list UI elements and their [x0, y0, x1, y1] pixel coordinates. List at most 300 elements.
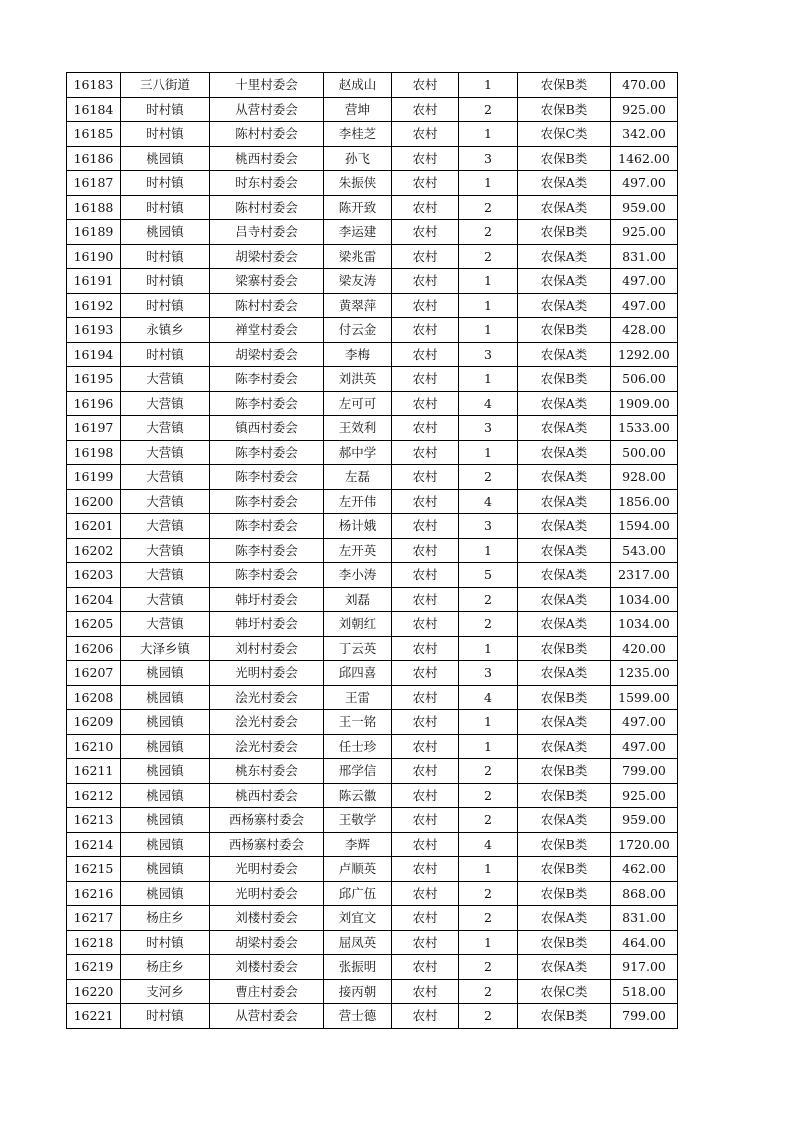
insurance-category-cell: 农保A类: [518, 808, 611, 833]
person-name-cell: 刘朝红: [324, 612, 392, 637]
village-committee-cell: 胡梁村委会: [210, 930, 324, 955]
household-size-cell: 2: [459, 244, 518, 269]
household-size-cell: 1: [459, 930, 518, 955]
village-committee-cell: 陈李村委会: [210, 489, 324, 514]
area-type-cell: 农村: [392, 979, 459, 1004]
person-name-cell: 付云金: [324, 318, 392, 343]
insurance-category-cell: 农保A类: [518, 489, 611, 514]
person-name-cell: 营坤: [324, 97, 392, 122]
table-row: [67, 808, 678, 833]
amount-cell: 799.00: [611, 1004, 678, 1029]
village-committee-cell: 陈村村委会: [210, 122, 324, 147]
person-name-cell: 营士德: [324, 1004, 392, 1029]
village-committee-cell: 浍光村委会: [210, 685, 324, 710]
amount-cell: 497.00: [611, 171, 678, 196]
record-id-cell: 16200: [67, 489, 121, 514]
area-type-cell: 农村: [392, 955, 459, 980]
town-cell: 杨庄乡: [121, 955, 210, 980]
amount-cell: 543.00: [611, 538, 678, 563]
insurance-category-cell: 农保B类: [518, 1004, 611, 1029]
village-committee-cell: 刘楼村委会: [210, 955, 324, 980]
area-type-cell: 农村: [392, 734, 459, 759]
town-cell: 大营镇: [121, 489, 210, 514]
household-size-cell: 2: [459, 195, 518, 220]
amount-cell: 1909.00: [611, 391, 678, 416]
area-type-cell: 农村: [392, 808, 459, 833]
person-name-cell: 邱四喜: [324, 661, 392, 686]
insurance-category-cell: 农保B类: [518, 636, 611, 661]
town-cell: 时村镇: [121, 244, 210, 269]
table-row: [67, 171, 678, 196]
household-size-cell: 2: [459, 783, 518, 808]
record-id-cell: 16185: [67, 122, 121, 147]
area-type-cell: 农村: [392, 391, 459, 416]
area-type-cell: 农村: [392, 587, 459, 612]
insurance-category-cell: 农保A类: [518, 465, 611, 490]
town-cell: 大营镇: [121, 538, 210, 563]
area-type-cell: 农村: [392, 930, 459, 955]
area-type-cell: 农村: [392, 881, 459, 906]
town-cell: 大营镇: [121, 587, 210, 612]
person-name-cell: 梁友涛: [324, 269, 392, 294]
table-row: [67, 906, 678, 931]
insurance-category-cell: 农保A类: [518, 734, 611, 759]
record-id-cell: 16191: [67, 269, 121, 294]
village-committee-cell: 浍光村委会: [210, 710, 324, 735]
village-committee-cell: 陈村村委会: [210, 195, 324, 220]
amount-cell: 464.00: [611, 930, 678, 955]
amount-cell: 342.00: [611, 122, 678, 147]
amount-cell: 959.00: [611, 808, 678, 833]
household-size-cell: 3: [459, 416, 518, 441]
household-size-cell: 5: [459, 563, 518, 588]
person-name-cell: 李梅: [324, 342, 392, 367]
person-name-cell: 李运建: [324, 220, 392, 245]
area-type-cell: 农村: [392, 122, 459, 147]
village-committee-cell: 梁寨村委会: [210, 269, 324, 294]
household-size-cell: 2: [459, 759, 518, 784]
record-id-cell: 16216: [67, 881, 121, 906]
record-id-cell: 16195: [67, 367, 121, 392]
town-cell: 桃园镇: [121, 710, 210, 735]
amount-cell: 1533.00: [611, 416, 678, 441]
village-committee-cell: 陈李村委会: [210, 465, 324, 490]
person-name-cell: 任士珍: [324, 734, 392, 759]
amount-cell: 1292.00: [611, 342, 678, 367]
table-row: [67, 538, 678, 563]
household-size-cell: 1: [459, 857, 518, 882]
person-name-cell: 接丙朝: [324, 979, 392, 1004]
table-row: [67, 661, 678, 686]
table-row: [67, 489, 678, 514]
person-name-cell: 郝中学: [324, 440, 392, 465]
table-row: [67, 146, 678, 171]
record-id-cell: 16203: [67, 563, 121, 588]
town-cell: 大营镇: [121, 416, 210, 441]
record-id-cell: 16220: [67, 979, 121, 1004]
record-id-cell: 16196: [67, 391, 121, 416]
record-id-cell: 16205: [67, 612, 121, 637]
village-committee-cell: 桃西村委会: [210, 783, 324, 808]
amount-cell: 917.00: [611, 955, 678, 980]
insurance-category-cell: 农保B类: [518, 759, 611, 784]
insurance-category-cell: 农保B类: [518, 146, 611, 171]
town-cell: 大营镇: [121, 465, 210, 490]
town-cell: 时村镇: [121, 1004, 210, 1029]
person-name-cell: 张振明: [324, 955, 392, 980]
table-row: [67, 465, 678, 490]
town-cell: 大营镇: [121, 367, 210, 392]
area-type-cell: 农村: [392, 759, 459, 784]
amount-cell: 497.00: [611, 710, 678, 735]
household-size-cell: 1: [459, 122, 518, 147]
record-id-cell: 16188: [67, 195, 121, 220]
village-committee-cell: 韩圩村委会: [210, 612, 324, 637]
town-cell: 三八街道: [121, 73, 210, 98]
town-cell: 桃园镇: [121, 881, 210, 906]
table-row: [67, 710, 678, 735]
amount-cell: 1594.00: [611, 514, 678, 539]
record-id-cell: 16211: [67, 759, 121, 784]
village-committee-cell: 陈李村委会: [210, 563, 324, 588]
household-size-cell: 2: [459, 979, 518, 1004]
insurance-category-cell: 农保A类: [518, 661, 611, 686]
amount-cell: 925.00: [611, 97, 678, 122]
person-name-cell: 赵成山: [324, 73, 392, 98]
insurance-category-cell: 农保A类: [518, 342, 611, 367]
record-id-cell: 16206: [67, 636, 121, 661]
record-id-cell: 16214: [67, 832, 121, 857]
town-cell: 桃园镇: [121, 734, 210, 759]
table-row: [67, 195, 678, 220]
amount-cell: 500.00: [611, 440, 678, 465]
insurance-category-cell: 农保B类: [518, 930, 611, 955]
table-row: [67, 244, 678, 269]
amount-cell: 462.00: [611, 857, 678, 882]
table-row: [67, 685, 678, 710]
record-id-cell: 16221: [67, 1004, 121, 1029]
town-cell: 大泽乡镇: [121, 636, 210, 661]
record-id-cell: 16193: [67, 318, 121, 343]
town-cell: 杨庄乡: [121, 906, 210, 931]
village-committee-cell: 光明村委会: [210, 881, 324, 906]
person-name-cell: 左开伟: [324, 489, 392, 514]
household-size-cell: 1: [459, 538, 518, 563]
table-row: [67, 759, 678, 784]
table-row: [67, 97, 678, 122]
insurance-category-cell: 农保A类: [518, 416, 611, 441]
area-type-cell: 农村: [392, 538, 459, 563]
person-name-cell: 邢学信: [324, 759, 392, 784]
area-type-cell: 农村: [392, 489, 459, 514]
village-committee-cell: 光明村委会: [210, 661, 324, 686]
amount-cell: 497.00: [611, 269, 678, 294]
household-size-cell: 2: [459, 955, 518, 980]
household-size-cell: 2: [459, 220, 518, 245]
household-size-cell: 1: [459, 710, 518, 735]
area-type-cell: 农村: [392, 783, 459, 808]
area-type-cell: 农村: [392, 416, 459, 441]
insurance-category-cell: 农保A类: [518, 587, 611, 612]
record-id-cell: 16197: [67, 416, 121, 441]
person-name-cell: 李小涛: [324, 563, 392, 588]
area-type-cell: 农村: [392, 440, 459, 465]
amount-cell: 1720.00: [611, 832, 678, 857]
village-committee-cell: 曹庄村委会: [210, 979, 324, 1004]
table-row: [67, 563, 678, 588]
village-committee-cell: 从营村委会: [210, 97, 324, 122]
village-committee-cell: 陈李村委会: [210, 514, 324, 539]
household-size-cell: 1: [459, 269, 518, 294]
town-cell: 时村镇: [121, 122, 210, 147]
town-cell: 大营镇: [121, 440, 210, 465]
person-name-cell: 左可可: [324, 391, 392, 416]
insurance-category-cell: 农保A类: [518, 391, 611, 416]
record-id-cell: 16198: [67, 440, 121, 465]
town-cell: 时村镇: [121, 342, 210, 367]
person-name-cell: 王雷: [324, 685, 392, 710]
insurance-category-cell: 农保B类: [518, 881, 611, 906]
town-cell: 大营镇: [121, 514, 210, 539]
area-type-cell: 农村: [392, 220, 459, 245]
village-committee-cell: 十里村委会: [210, 73, 324, 98]
insurance-category-cell: 农保C类: [518, 122, 611, 147]
insurance-category-cell: 农保B类: [518, 685, 611, 710]
household-size-cell: 2: [459, 465, 518, 490]
household-size-cell: 1: [459, 318, 518, 343]
table-row: [67, 318, 678, 343]
household-size-cell: 3: [459, 146, 518, 171]
area-type-cell: 农村: [392, 171, 459, 196]
amount-cell: 497.00: [611, 293, 678, 318]
table-row: [67, 734, 678, 759]
insurance-category-cell: 农保B类: [518, 783, 611, 808]
village-committee-cell: 禅堂村委会: [210, 318, 324, 343]
town-cell: 时村镇: [121, 293, 210, 318]
table-row: [67, 979, 678, 1004]
amount-cell: 868.00: [611, 881, 678, 906]
household-size-cell: 2: [459, 97, 518, 122]
town-cell: 大营镇: [121, 612, 210, 637]
town-cell: 桃园镇: [121, 857, 210, 882]
village-committee-cell: 桃西村委会: [210, 146, 324, 171]
person-name-cell: 李辉: [324, 832, 392, 857]
amount-cell: 1235.00: [611, 661, 678, 686]
village-committee-cell: 浍光村委会: [210, 734, 324, 759]
table-row: [67, 930, 678, 955]
area-type-cell: 农村: [392, 636, 459, 661]
person-name-cell: 卢顺英: [324, 857, 392, 882]
town-cell: 桃园镇: [121, 685, 210, 710]
town-cell: 大营镇: [121, 563, 210, 588]
records-table: [66, 72, 678, 1029]
table-row: [67, 832, 678, 857]
record-id-cell: 16184: [67, 97, 121, 122]
area-type-cell: 农村: [392, 465, 459, 490]
amount-cell: 799.00: [611, 759, 678, 784]
table-row: [67, 73, 678, 98]
insurance-category-cell: 农保A类: [518, 514, 611, 539]
area-type-cell: 农村: [392, 318, 459, 343]
village-committee-cell: 西杨寨村委会: [210, 832, 324, 857]
village-committee-cell: 陈李村委会: [210, 538, 324, 563]
amount-cell: 1462.00: [611, 146, 678, 171]
record-id-cell: 16202: [67, 538, 121, 563]
table-row: [67, 342, 678, 367]
person-name-cell: 孙飞: [324, 146, 392, 171]
person-name-cell: 陈云徽: [324, 783, 392, 808]
table-row: [67, 293, 678, 318]
record-id-cell: 16210: [67, 734, 121, 759]
area-type-cell: 农村: [392, 563, 459, 588]
table-row: [67, 367, 678, 392]
village-committee-cell: 刘楼村委会: [210, 906, 324, 931]
table-row: [67, 612, 678, 637]
insurance-category-cell: 农保A类: [518, 244, 611, 269]
area-type-cell: 农村: [392, 906, 459, 931]
area-type-cell: 农村: [392, 857, 459, 882]
insurance-category-cell: 农保A类: [518, 710, 611, 735]
area-type-cell: 农村: [392, 293, 459, 318]
person-name-cell: 丁云英: [324, 636, 392, 661]
household-size-cell: 2: [459, 587, 518, 612]
insurance-category-cell: 农保A类: [518, 195, 611, 220]
record-id-cell: 16212: [67, 783, 121, 808]
insurance-category-cell: 农保A类: [518, 171, 611, 196]
village-committee-cell: 胡梁村委会: [210, 342, 324, 367]
record-id-cell: 16217: [67, 906, 121, 931]
amount-cell: 925.00: [611, 220, 678, 245]
amount-cell: 1599.00: [611, 685, 678, 710]
insurance-category-cell: 农保B类: [518, 367, 611, 392]
village-committee-cell: 西杨寨村委会: [210, 808, 324, 833]
amount-cell: 506.00: [611, 367, 678, 392]
town-cell: 桃园镇: [121, 146, 210, 171]
table-row: [67, 1004, 678, 1029]
amount-cell: 497.00: [611, 734, 678, 759]
table-row: [67, 391, 678, 416]
household-size-cell: 3: [459, 661, 518, 686]
household-size-cell: 1: [459, 734, 518, 759]
insurance-category-cell: 农保C类: [518, 979, 611, 1004]
area-type-cell: 农村: [392, 269, 459, 294]
town-cell: 永镇乡: [121, 318, 210, 343]
insurance-category-cell: 农保A类: [518, 906, 611, 931]
town-cell: 支河乡: [121, 979, 210, 1004]
village-committee-cell: 陈李村委会: [210, 367, 324, 392]
area-type-cell: 农村: [392, 514, 459, 539]
person-name-cell: 梁兆雷: [324, 244, 392, 269]
area-type-cell: 农村: [392, 612, 459, 637]
amount-cell: 420.00: [611, 636, 678, 661]
household-size-cell: 4: [459, 685, 518, 710]
record-id-cell: 16207: [67, 661, 121, 686]
person-name-cell: 左开英: [324, 538, 392, 563]
town-cell: 桃园镇: [121, 832, 210, 857]
town-cell: 时村镇: [121, 195, 210, 220]
area-type-cell: 农村: [392, 1004, 459, 1029]
insurance-category-cell: 农保B类: [518, 857, 611, 882]
area-type-cell: 农村: [392, 97, 459, 122]
table-row: [67, 857, 678, 882]
record-id-cell: 16192: [67, 293, 121, 318]
village-committee-cell: 刘村村委会: [210, 636, 324, 661]
amount-cell: 1034.00: [611, 612, 678, 637]
record-id-cell: 16219: [67, 955, 121, 980]
household-size-cell: 2: [459, 881, 518, 906]
person-name-cell: 左磊: [324, 465, 392, 490]
record-id-cell: 16199: [67, 465, 121, 490]
table-row: [67, 122, 678, 147]
village-committee-cell: 时东村委会: [210, 171, 324, 196]
town-cell: 时村镇: [121, 930, 210, 955]
insurance-category-cell: 农保A类: [518, 293, 611, 318]
record-id-cell: 16218: [67, 930, 121, 955]
household-size-cell: 4: [459, 832, 518, 857]
person-name-cell: 屈凤英: [324, 930, 392, 955]
records-table-body: [67, 73, 678, 1029]
table-row: [67, 440, 678, 465]
record-id-cell: 16209: [67, 710, 121, 735]
household-size-cell: 1: [459, 367, 518, 392]
table-row: [67, 220, 678, 245]
amount-cell: 928.00: [611, 465, 678, 490]
town-cell: 桃园镇: [121, 808, 210, 833]
village-committee-cell: 韩圩村委会: [210, 587, 324, 612]
household-size-cell: 1: [459, 73, 518, 98]
record-id-cell: 16213: [67, 808, 121, 833]
person-name-cell: 王效利: [324, 416, 392, 441]
table-row: [67, 587, 678, 612]
person-name-cell: 陈开致: [324, 195, 392, 220]
insurance-category-cell: 农保B类: [518, 220, 611, 245]
household-size-cell: 2: [459, 612, 518, 637]
insurance-category-cell: 农保B类: [518, 832, 611, 857]
person-name-cell: 王一铭: [324, 710, 392, 735]
amount-cell: 428.00: [611, 318, 678, 343]
area-type-cell: 农村: [392, 661, 459, 686]
person-name-cell: 杨计娥: [324, 514, 392, 539]
amount-cell: 470.00: [611, 73, 678, 98]
household-size-cell: 1: [459, 293, 518, 318]
household-size-cell: 3: [459, 342, 518, 367]
town-cell: 时村镇: [121, 269, 210, 294]
person-name-cell: 邱广伍: [324, 881, 392, 906]
amount-cell: 959.00: [611, 195, 678, 220]
table-row: [67, 269, 678, 294]
insurance-category-cell: 农保B类: [518, 97, 611, 122]
area-type-cell: 农村: [392, 342, 459, 367]
household-size-cell: 2: [459, 906, 518, 931]
record-id-cell: 16208: [67, 685, 121, 710]
amount-cell: 1856.00: [611, 489, 678, 514]
household-size-cell: 2: [459, 1004, 518, 1029]
town-cell: 桃园镇: [121, 661, 210, 686]
insurance-category-cell: 农保A类: [518, 269, 611, 294]
area-type-cell: 农村: [392, 367, 459, 392]
record-id-cell: 16190: [67, 244, 121, 269]
amount-cell: 831.00: [611, 244, 678, 269]
household-size-cell: 4: [459, 489, 518, 514]
table-row: [67, 955, 678, 980]
area-type-cell: 农村: [392, 710, 459, 735]
household-size-cell: 1: [459, 636, 518, 661]
area-type-cell: 农村: [392, 685, 459, 710]
household-size-cell: 2: [459, 808, 518, 833]
village-committee-cell: 从营村委会: [210, 1004, 324, 1029]
insurance-category-cell: 农保A类: [518, 440, 611, 465]
person-name-cell: 刘宜文: [324, 906, 392, 931]
